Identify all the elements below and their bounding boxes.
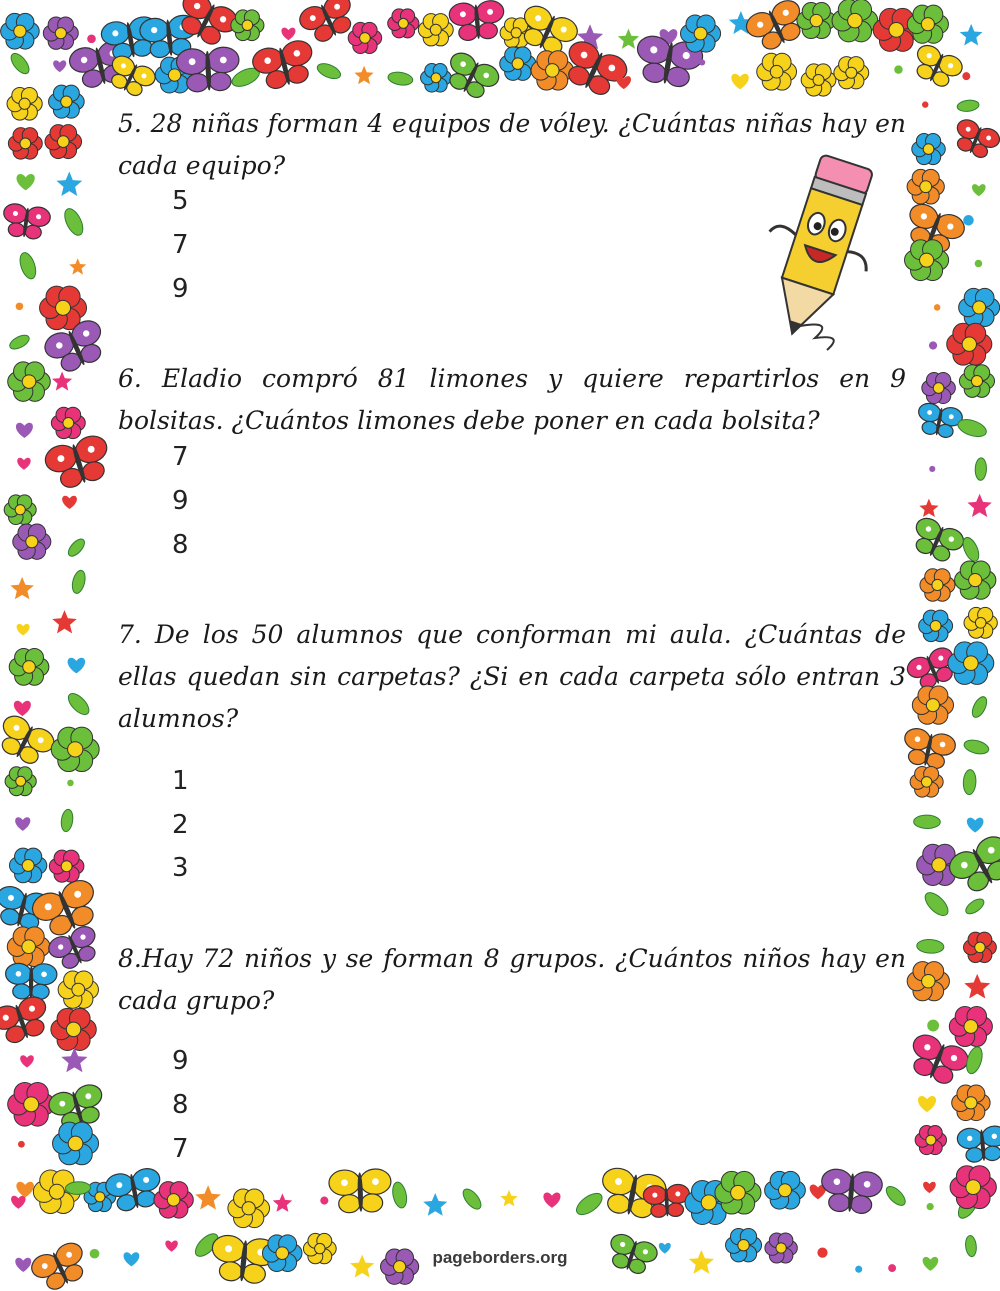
dot-decoration [934,304,941,311]
heart-icon [17,624,30,636]
butterfly-icon [5,963,57,999]
flower-icon [765,1233,797,1263]
leaf-icon [975,458,987,481]
leaf-icon [921,889,952,920]
butterfly-icon [949,117,1000,163]
star-icon [195,1185,221,1209]
heart-icon [972,184,986,196]
dot-decoration [927,1203,934,1210]
star-icon [423,1193,447,1216]
heart-icon [923,1257,939,1271]
dot-decoration [962,72,970,80]
heart-icon [17,458,30,470]
heart-icon [124,1252,140,1266]
heart-icon [17,174,35,190]
butterfly-icon [1,202,52,240]
butterfly-icon [900,726,957,771]
flower-icon [13,524,51,559]
footer-site-credit: pageborders.org [432,1248,568,1267]
heart-icon [53,60,66,72]
flower-icon [680,15,720,52]
question-6-option-c[interactable]: 8 [172,530,189,560]
heart-icon [11,1196,26,1209]
dot-decoration [927,1020,939,1032]
leaf-icon [957,99,980,113]
question-5-option-b[interactable]: 7 [172,230,189,260]
flower-icon [797,3,836,39]
flower-icon [51,407,85,438]
flower-icon [388,9,419,38]
flower-icon [7,87,42,120]
butterfly-icon [604,1231,660,1277]
flower-icon [922,372,956,403]
question-8-option-a[interactable]: 9 [172,1046,189,1076]
flower-icon [832,0,878,42]
butterfly-icon [0,712,58,770]
leaf-icon [17,251,39,281]
leaf-icon [65,1181,91,1194]
leaf-icon [66,536,88,559]
flower-icon [49,850,84,882]
dot-decoration [894,65,902,73]
star-icon [56,172,82,197]
heart-icon [918,1096,936,1112]
butterfly-icon [0,993,54,1047]
heart-icon [281,28,295,41]
question-7-option-b[interactable]: 2 [172,810,189,840]
leaf-icon [916,939,944,954]
flower-icon [154,1182,193,1218]
star-icon [919,499,938,517]
heart-icon [16,1182,34,1198]
leaf-icon [315,61,343,82]
flower-icon [421,64,452,93]
dot-decoration [699,59,705,65]
flower-icon [907,169,944,204]
heart-icon [14,701,31,716]
heart-icon [923,1182,936,1193]
butterfly-icon [957,1125,1000,1163]
question-5-text: 5. 28 niñas forman 4 equipos de vóley. ¿Cuántas niñas hay en cada equipo? [118,109,906,180]
butterfly-icon [907,515,967,567]
flower-icon [418,14,453,46]
dot-decoration [320,1197,328,1205]
butterfly-icon [104,1166,165,1213]
star-icon [960,24,983,46]
leaf-icon [70,569,87,595]
leaf-icon [8,50,33,76]
heart-icon [967,818,984,833]
leaf-icon [883,1183,908,1208]
leaf-icon [60,809,74,833]
heart-icon [15,1258,31,1272]
leaf-icon [65,690,93,718]
flower-icon [7,927,50,967]
leaf-icon [61,206,86,238]
star-icon [618,29,639,49]
leaf-icon [387,71,414,87]
flower-icon [726,1229,762,1262]
flower-icon [5,767,36,796]
flower-icon [959,288,1000,326]
question-6-option-a[interactable]: 7 [172,442,189,472]
dot-decoration [929,466,935,472]
leaf-icon [8,332,32,351]
flower-icon [915,1126,946,1155]
flower-icon [531,51,573,90]
flower-icon [8,128,42,159]
leaf-icon [573,1189,606,1218]
flower-icon [45,125,82,159]
dot-decoration [90,1249,100,1259]
heart-icon [15,817,30,831]
butterfly-icon [42,432,115,492]
dot-decoration [855,1266,862,1273]
flower-icon [228,1189,270,1228]
question-7-option-c[interactable]: 3 [172,853,189,883]
dot-decoration [18,1141,25,1148]
dot-decoration [817,1247,827,1257]
leaf-icon [964,1045,985,1076]
leaf-icon [460,1186,484,1212]
flower-icon [43,17,78,49]
flower-icon [952,1085,990,1121]
dot-decoration [16,303,24,311]
flower-icon [834,57,869,89]
heart-icon [165,1240,178,1251]
flower-icon [948,642,994,685]
flower-icon [950,1166,996,1209]
dot-decoration [87,34,96,43]
question-8-option-c[interactable]: 7 [172,1134,189,1164]
flower-icon [955,561,996,599]
star-icon [273,1193,293,1212]
flower-icon [348,22,382,53]
flower-icon [964,932,997,962]
flower-icon [51,1008,96,1050]
star-icon [61,1047,87,1072]
star-icon [10,577,34,599]
flower-icon [9,848,46,883]
heart-icon [543,1193,560,1208]
flower-icon [910,766,943,797]
flower-icon [4,495,36,525]
question-5-option-c[interactable]: 9 [172,274,189,304]
dot-decoration [929,341,937,349]
leaf-icon [965,1235,978,1257]
dot-decoration [922,101,928,107]
leaf-icon [963,738,990,756]
heart-icon [731,74,748,90]
leaf-icon [963,769,977,795]
star-icon [350,1255,374,1278]
leaf-icon [914,815,941,829]
flower-icon [959,365,994,398]
dot-decoration [975,260,983,268]
flower-icon [905,240,949,281]
flower-icon [8,362,51,401]
flower-icon [801,64,836,96]
butterfly-icon [28,1239,92,1291]
flower-icon [919,610,953,641]
butterfly-icon [915,402,964,440]
butterfly-icon [250,38,318,93]
flower-icon [53,1122,99,1165]
star-icon [500,1190,517,1207]
flower-icon [964,607,997,638]
heart-icon [16,423,33,438]
flower-icon [303,1233,336,1263]
flower-icon [912,686,953,724]
butterfly-icon [819,1168,883,1215]
flower-icon [262,1235,302,1272]
flower-icon [51,727,99,771]
star-icon [967,494,991,517]
star-icon [964,974,990,999]
heart-icon [20,1055,34,1067]
question-8-text: 8.Hay 72 niños y se forman 8 grupos. ¿Cuántos niños hay en cada grupo? [118,944,906,1015]
star-icon [354,66,373,84]
question-6-option-b[interactable]: 9 [172,486,189,516]
star-icon [69,258,86,274]
flower-icon [912,134,945,165]
flower-icon [231,10,264,41]
butterfly-icon [909,42,966,92]
butterfly-icon [329,1168,392,1213]
question-5-option-a[interactable]: 5 [172,186,189,216]
star-icon [689,1250,714,1274]
question-7-text: 7. De los 50 alumnos que conforman mi aula. ¿Cuántas de ellas quedan sin carpetas? ¿Si en cada carpeta sólo entran 3 alumnos? [118,620,906,733]
flower-icon [1,13,40,49]
heart-icon [659,1243,671,1254]
butterfly-icon [448,0,506,42]
flower-icon [907,5,948,43]
flower-icon [920,569,955,601]
flower-icon [947,323,992,365]
butterfly-icon [945,832,1000,899]
heart-icon [62,496,77,509]
flower-icon [58,971,98,1008]
star-icon [52,372,72,391]
flower-icon [9,649,49,686]
heart-icon [68,658,85,674]
flower-icon [715,1171,761,1214]
question-8-option-b[interactable]: 8 [172,1090,189,1120]
question-6-text: 6. Eladio compró 81 limones y quiere repartirlos en 9 bolsitas. ¿Cuántos limones debe poner en cada bolsita? [118,364,906,435]
flower-icon [8,1083,55,1127]
flower-icon [765,1171,806,1209]
question-7-option-a[interactable]: 1 [172,766,189,796]
leaf-icon [969,694,989,719]
dot-decoration [963,215,974,226]
leaf-icon [391,1181,409,1209]
dot-decoration [67,780,74,787]
leaf-icon [963,896,986,916]
dot-decoration [888,1264,896,1272]
star-icon [52,610,77,633]
flower-icon [500,47,536,81]
flower-icon [949,1007,992,1047]
pencil-mascot-icon [745,148,895,358]
flower-icon [49,85,85,118]
flower-icon [757,53,797,90]
flower-icon [907,962,949,1001]
